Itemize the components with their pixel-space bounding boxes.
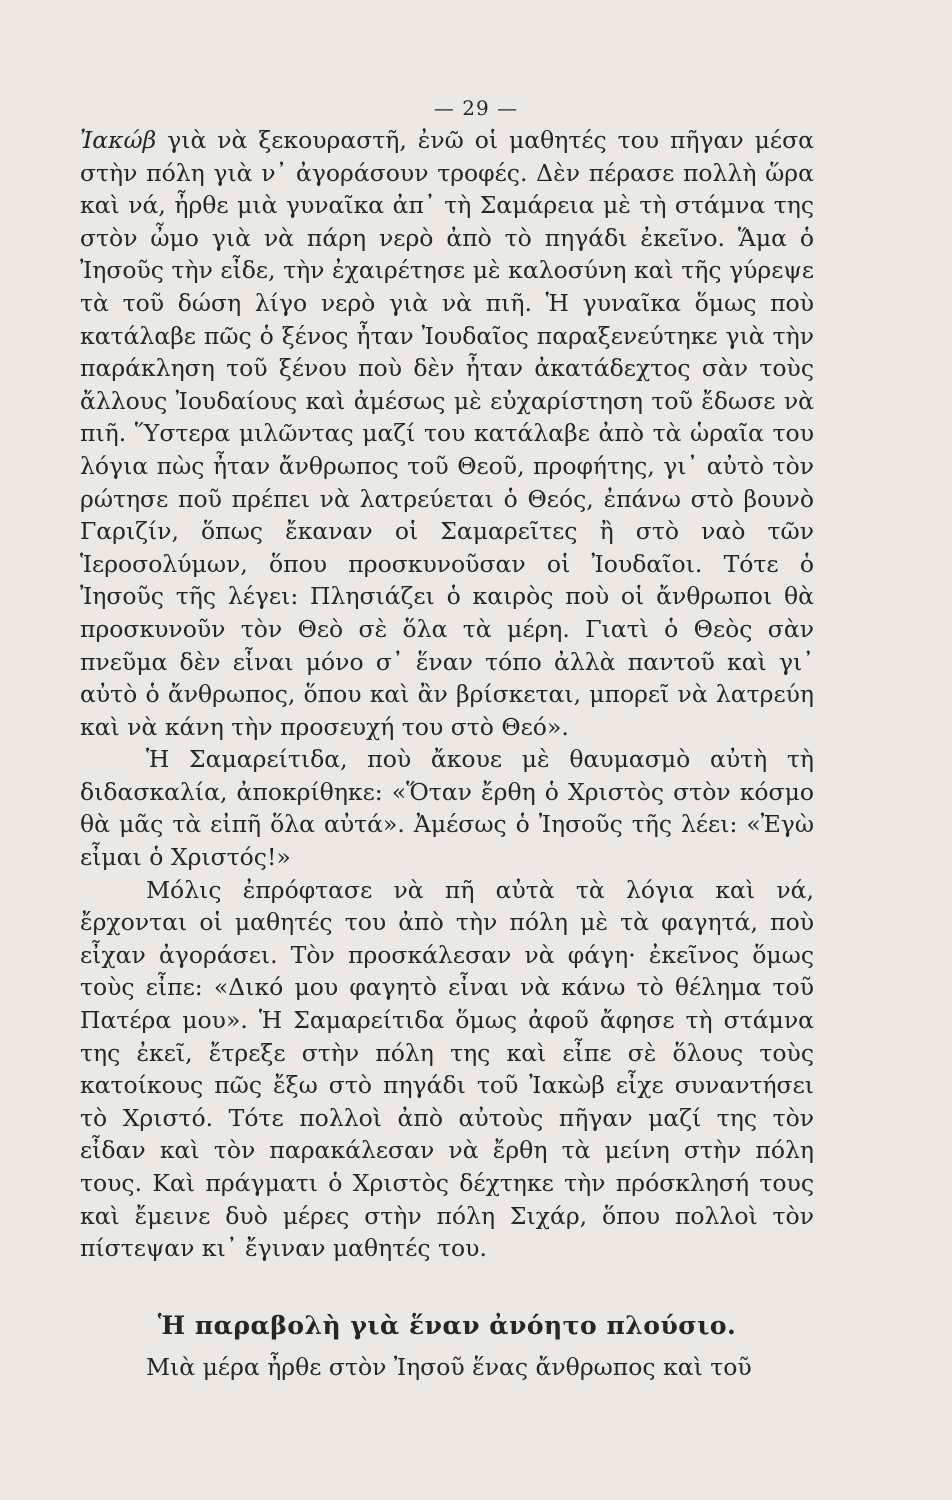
paragraph-3: Μόλις ἐπρόφτασε νὰ πῆ αὐτὰ τὰ λόγια καὶ νά, ἔρχονται οἱ μαθητές του ἀπὸ τὴν πόλη μὲ τὰ φαγητά, ποὺ εἶχαν ἀγοράσει. Τὸν προσκάλεσαν νὰ φάγη· ἐκεῖνος ὅμως τοὺς εἶπε: «Δικό μου φαγητὸ εἶναι νὰ κάνω τὸ θέλημα τοῦ Πατέρα μου». Ἡ Σαμαρείτιδα ὅμως ἀφοῦ ἄφησε τὴ στάμνα της ἐκεῖ, ἔτρεξε στὴν πόλη της καὶ εἶπε σὲ ὅλους τοὺς κατοίκους πῶς ἔξω στὸ πηγάδι τοῦ Ἰακὼβ εἶχε συναντήσει τὸ Χριστό. Τότε πολλοὶ ἀπὸ αὐτοὺς πῆγαν μαζί της τὸν εἶδαν καὶ τὸν παρακάλεσαν νὰ ἔρθη τὰ μείνη στὴν πόλη τους. Καὶ πράγματι ὁ Χριστὸς δέχτηκε τὴν πρόσκλησή τους καὶ ἔμεινε δυὸ μέρες στὴν πόλη Σιχάρ, ὅπου πολλοὶ τὸν πίστεψαν κι᾽ ἔγιναν μαθητές του. <box>80 875 814 1263</box>
section-paragraph: Μιὰ μέρα ἦρθε στὸν Ἰησοῦ ἕνας ἄνθρωπος καὶ τοῦ <box>146 1352 752 1381</box>
paragraph-2: Ἡ Σαμαρείτιδα, ποὺ ἄκουε μὲ θαυμασμὸ αὐτὴ τὴ διδασκαλία, ἀποκρίθηκε: «Ὅταν ἔρθη ὁ Χριστὸς στὸν κόσμο θὰ μᾶς τὰ εἰπῆ ὅλα αὐτά». Ἀμέσως ὁ Ἰησοῦς τῆς λέει: «Ἐγὼ εἶμαι ὁ Χριστός!» <box>80 745 814 872</box>
paragraph-1-text: γιὰ νὰ ξεκουραστῆ, ἐνῶ οἱ μαθητές του πῆγαν μέσα στὴν πόλη γιὰ ν᾽ ἀγοράσουν τροφές. Δὲν πέρασε πολλὴ ὥρα καὶ νά, ἦρθε μιὰ γυναῖκα ἀπ᾽ τὴ Σαμάρεια μὲ τὴ στάμνα της στὸν ὦμο γιὰ νὰ πάρη νερὸ ἀπὸ τὸ πηγάδι ἐκεῖνο. Ἅμα ὁ Ἰησοῦς τὴν εἶδε, τὴν ἐχαιρέτησε μὲ καλοσύνη καὶ τῆς γύρεψε τὰ τοῦ δώση λίγο νερὸ γιὰ νὰ πιῆ. Ἡ γυναῖκα ὅμως ποὺ κατάλαβε πῶς ὁ ξένος ἦταν Ἰουδαῖος παραξενεύτηκε γιὰ τὴν παράκληση τοῦ ξένου ποὺ δὲν ἦταν ἀκατάδεχτος σὰν τοὺς ἄλλους Ἰουδαίους καὶ ἀμέσως μὲ εὐχαρίστηση τοῦ ἔδωσε νὰ πιῆ. Ὕστερα μιλῶντας μαζί του κατάλαβε ἀπὸ τὰ ὡραῖα του λόγια πὼς ἦταν ἄνθρωπος τοῦ Θεοῦ, προφήτης, γι᾽ αὐτὸ τὸν ρώτησε ποῦ πρέπει νὰ λατρεύεται ὁ Θεός, ἐπάνω στὸ βουνὸ Γαριζίν, ὅπως ἔκαναν οἱ Σαμαρεῖτες ἢ στὸ ναὸ τῶν Ἱεροσολύμων, ὅπου προσκυνοῦσαν οἱ Ἰουδαῖοι. Τότε ὁ Ἰησοῦς τῆς λέγει: Πλησιάζει ὁ καιρὸς ποὺ οἱ ἄνθρωποι θὰ προσκυνοῦν τὸν Θεὸ σὲ ὅλα τὰ μέρη. Γιατὶ ὁ Θεὸς σὰν πνεῦμα δὲν εἶναι μόνο σ᾽ ἕναν τόπο ἀλλὰ παντοῦ καὶ γι᾽ αὐτὸ ὁ ἄνθρωπος, ὅπου καὶ ἂν βρίσκεται, μπορεῖ νὰ λατρεύη καὶ νὰ κάνη τὴν προσευχή του στὸ Θεό». <box>80 126 814 741</box>
page-number: — 29 — <box>433 96 519 120</box>
section-heading: Ἡ παραβολὴ γιὰ ἕναν ἀνόητο πλούσιο. <box>157 1310 737 1340</box>
opening-name: Ἰακώβ <box>80 126 157 154</box>
paragraph-1 <box>80 124 814 743</box>
body-text <box>80 124 814 1383</box>
